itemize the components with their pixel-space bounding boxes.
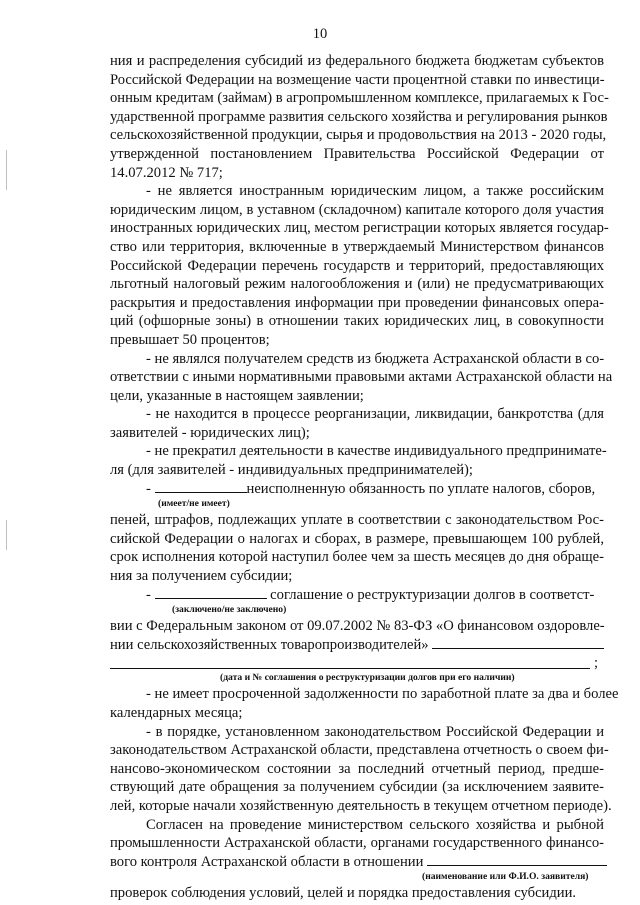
text-line: - соглашение о реструктуризации долгов в соответст- [146,586,595,603]
field-caption: (имеет/не имеет) [158,498,230,510]
page-number: 10 [312,26,328,42]
text-line: лей, которые начали хозяйственную деятельность в текущем отчетном периоде). [110,797,612,814]
text-line: иностранных юридических лиц, местом регистрации которых является государ- [110,220,609,237]
semicolon: ; [593,655,598,672]
text-line: юридическим лицом, в уставном (складочном) капитале которого доля участия [110,201,604,218]
text-fragment: неисполненную обязанность по уплате налогов, сборов, [246,480,596,497]
scan-margin-mark [6,150,7,190]
text-line: ния за получением субсидии; [110,568,293,585]
text-line: - не является иностранным юридическим лицом, а также российским [146,183,604,200]
paragraph-tax-obligation [110,480,604,586]
text-line [110,853,604,872]
text-line: - не имеет просроченной задолженности по заработной плате за два и более [146,686,619,703]
text-line: ля (для заявителей - индивидуальных предпринимателей); [110,462,473,479]
field-caption: (дата и № соглашения о реструктуризации долгов при его наличии) [220,672,515,684]
text-fragment: вого контроля Астраханской области в отношении [110,853,424,870]
agreement-rule-line [110,654,604,672]
text-line: - в порядке, установленном законодательством Российской Федерации и [146,723,604,740]
text-line: онным кредитам (займам) в агропромышленном комплексе, прилагаемых к Гос- [110,90,609,107]
text-line: - не являлся получателем средств из бюджета Астраханской области в со- [146,350,605,367]
applicant-name-blank-field[interactable] [427,853,607,866]
paragraph-subsidy-rules [110,52,609,182]
text-line: Российской Федерации на возмещение части процентной ставки по инвестици- [110,71,605,88]
paragraph-reporting [110,723,612,816]
text-line: заявителей - юридических лиц); [110,424,310,441]
text-line: ство или территория, включенные в утверждаемый Министерством финансов [110,238,604,255]
text-fragment: соглашение о реструктуризации долгов в соответст- [270,586,595,603]
text-line [110,636,604,655]
text-line: сийской Федерации о налогах и сборах, в размере, превышающем 100 рублей, [110,530,604,547]
text-line: календарных месяца; [110,705,243,721]
paragraph-not-foreign [110,182,609,349]
scan-margin-mark [6,520,7,550]
text-line: пеней, штрафов, подлежащих уплате в соответствии с законодательством Рос- [110,512,604,529]
restructuring-status-blank-field[interactable] [155,586,267,599]
text-line: льготный налоговый режим налогообложения и (или) не предусматривающих [110,276,604,293]
text-fragment: нии сельскохозяйственных товаропроизводителей» [110,636,429,653]
text-line: ударственной программе развития сельского хозяйства и регулирования рынков [110,108,608,125]
field-caption: (заключено/не заключено) [172,604,287,616]
text-line: цели, указанные в настоящем заявлении; [110,387,364,404]
paragraph-not-ceased [110,442,607,479]
paragraph-consent [110,816,604,903]
text-line: ций (офшорные зоны) в отношении таких юридических лиц, в совокупности [110,313,604,330]
text-line: ния и распределения субсидий из федерального бюджета бюджетам субъектов [110,53,604,69]
text-line: ответствии с иными нормативными правовыми актами Астраханской области на [110,369,613,386]
paragraph-no-wage-arrears [110,685,619,722]
agreement-blank-field[interactable] [432,636,604,649]
text-line: нансово-экономическом состоянии за последний отчетный период, предше- [110,760,604,777]
text-line: 14.07.2012 № 717; [110,164,223,181]
document-body [110,52,619,903]
field-caption: (наименование или Ф.И.О. заявителя) [422,871,589,883]
text-line: - не прекратил деятельности в качестве индивидуального предпринимате- [146,443,607,460]
text-line: вии с Федеральным законом от 09.07.2002 № 83-ФЗ «О финансовом оздоровле- [110,618,605,635]
text-line: ствующий дате обращения за получением субсидии (за исключением заявите- [110,779,604,796]
text-line: промышленности Астраханской области, органами государственного финансо- [110,835,604,852]
text-line: Российской Федерации перечень государств и территорий, предоставляющих [110,257,604,274]
paragraph-not-reorganizing [110,405,604,442]
has-obligation-blank-field[interactable] [155,480,247,493]
text-line: сельскохозяйственной продукции, сырья и продовольствия на 2013 - 2020 годы, [110,127,607,144]
paragraph-restructuring [110,586,604,686]
text-line: срок исполнения которой наступил более чем за шесть месяцев до дня обраще- [110,549,604,566]
text-line: - не находится в процессе реорганизации, ликвидации, банкротства (для [146,406,604,423]
text-line: законодательством Астраханской области, представлена отчетность о своем фи- [110,742,609,759]
agreement-details-blank-field[interactable] [110,654,590,669]
text-line: превышает 50 процентов; [110,331,270,348]
text-line: Согласен на проведение министерством сельского хозяйства и рыбной [146,816,604,833]
text-line: проверок соблюдения условий, целей и порядка предоставления субсидии. [110,885,577,902]
paragraph-not-recipient [110,350,613,406]
text-line: - неисполненную обязанность по уплате налогов, сборов, [146,480,596,497]
text-line: раскрытия и предоставления информации при проведении финансовых опера- [110,294,604,311]
text-line: утвержденной постановлением Правительства Российской Федерации от [110,145,604,162]
